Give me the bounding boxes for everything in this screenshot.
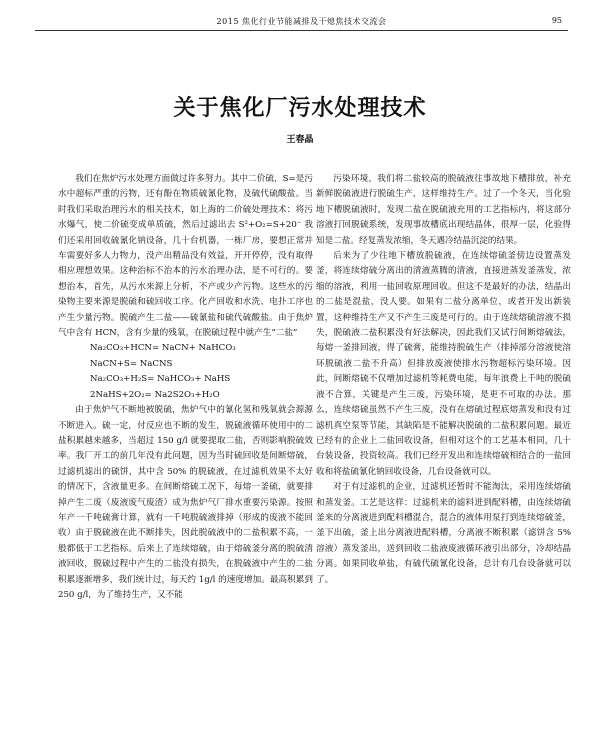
conference-title: 2015 焦化行业节能减排及干熄焦技术交流会 [216, 17, 387, 26]
paragraph-accumulation: 由于焦炉气不断地被脱硫，焦炉气中的氰化氢和残氧就会源源不断进入。硫一定，付反应也不断的发生，脱硫液循环使用中的二盐积累越来越多，当超过 150 g/l 就要提取二盐，否则影响脱硫效率。我厂开工的前几年没有此问题，因为当时硫回收是间断熔硫，过滤机滤出的硫饼，其中含 50% 的脱硫液，在过滤机效果不太好的情况下，含液量更多。在间断熔硫工况下，每熔一釜硫，就要排掉产生二废（废液废气废渣）成为焦炉气厂排水重要污染源。按照年产一千吨硫膏计算，就有一千吨脱硫液排掉（形成的废液不能回收）由于脱硫液在此不断排失，因此脱硫液中的二盐积累不高，一般都低于工艺指标。后来上了连续熔硫，由于熔硫釜分离的脱硫清液回收，脱硫过程中产生的二盐没有损失，在脱硫液中产生的二盐积累逐渐增多，我们统计过，每天约 1g/l 的速度增加。最高积累到 250 g/l，为了维持生产，又不能 [58, 405, 313, 600]
paragraph-filter-process: 对于有过滤机的企业，过滤机还暂时不能淘汰，采用连续熔硫和蒸发釜。工艺是这样：过滤机来的滤料进到配料槽，由连续熔硫釜来的分离液进到配料槽混合，混合的液体用泵打到连续熔硫釜，釜下出硫，釜上出分离液进配料槽，分离液不断积累（滤饼含 5% 溶液）蒸发釜出，送到回收二盐液废液循环液引出部分，冷却结晶分离。如果同收单盐，有硫代硫氰化设备，总计有几台设备就可以了。 [316, 482, 571, 585]
paragraph-intro: 我们在焦炉污水处理方面做过许多努力。其中二价硫，S=是污水中超标严重的污物，还有酚在物质硫氰化物，及硫代硫酸盐。当时我们采取治理污水的相关技术，如上海的二价硫处理技术：将污水爆气，使二价硫变成单质硫，然后过滤出去 S²+O₂=S+20⁻ 我们还采用回收硫氰化钠设备，几十台机器，一栋厂房，要想正常并车需要好多人力物力，没产出精品没有效益，开开停停，没有取得相应理想效果。这种治标不治本的污水治理办法，是不可行的。要想治本，首先，从污水来源上分析，不产或少产污物。这些水的污染物主要来源是脱硫和硫回收工序。化产回收和水洗、电扑工序也产生少量污物。脱硫产生二盐——硫氰盐和硫代硫酸盐。由于焦炉气中含有 HCN，含有少量的残氧，在脱硫过程中就产生“二盐” [58, 174, 313, 339]
right-column [316, 172, 571, 742]
page-number: 95 [551, 16, 562, 25]
left-column [58, 172, 313, 742]
paragraph-discharge: 污染环境，我们将二盐较高的脱硫液往事故地下槽排放，补充新鲜脱硫液进行脱硫生产，这样维持生产。过了一个冬天，当化验地下槽脱硫液时，发现二盐在脱硫液充用的工艺指标内，将这部分溶液打回脱硫系统，发现事故槽底出现结晶体，很厚一层，化验得知是二盐。经复蒸发浓缩，冬天遇冷结晶沉淀的结果。 [316, 174, 571, 246]
author-name: 王春晶 [286, 135, 314, 145]
paragraph-evaporation: 后来为了少往地下槽放脱硫液，在连续熔硫釜傍边设置蒸发釜，将连续熔硫分离出的清液蒸腾的清液，直接进蒸发釜蒸发，浓缩的溶液，利用一盐回收原理回收。但这不是最好的办法，结晶出的二盐是混盐，没人要。如果有二盐分离单位，或者开发出新装置，这种维持生产又不产生三废是可行的。由于连续熔硫溶液不损失，脱硫液二盐积累没有好法解决，因此我们又试行间断熔硫法，每熔一釜排回液，得了硫膏，能维持脱硫生产（排掉部分溶液使溶环脱硫液二盐不升高）但排放废液使排水污物超标污染环境。因此，间断熔硫不仅增加过滤机等耗费电能，每年浪费上千吨的脱硫液不合算，关键是产生三废，污染环境，是更不可取的办法。那么，连续熔硫虽然不产生三废，没有在熔硫过程底熔蒸发和没有过滤机真空泵等节能，其缺陷是不能解决脱硫的二盐积累问题。最近已经有的企业上二盐回收设备，但相对这个的工艺基本相同，几十台装设备，投资较高。我们已经开发出和连续熔硫相结合的一盐回收和将盐硫氰化钠回收设备，几台设备就可以。 [316, 251, 571, 477]
article-title: 关于焦化厂污水处理技术 [173, 96, 427, 121]
equation-2: NaCN+S= NaCNS [90, 358, 173, 369]
equation-4: 2NaHS+2O₂= Na2S2O₃+H₂O [90, 389, 220, 400]
equation-1: Na₂CO₃+HCN= NaCN+ NaHCO₃ [90, 343, 236, 354]
equation-3: Na₂CO₃+H₂S= NaHCO₃+ NaHS [90, 374, 231, 385]
running-header [35, 14, 568, 31]
